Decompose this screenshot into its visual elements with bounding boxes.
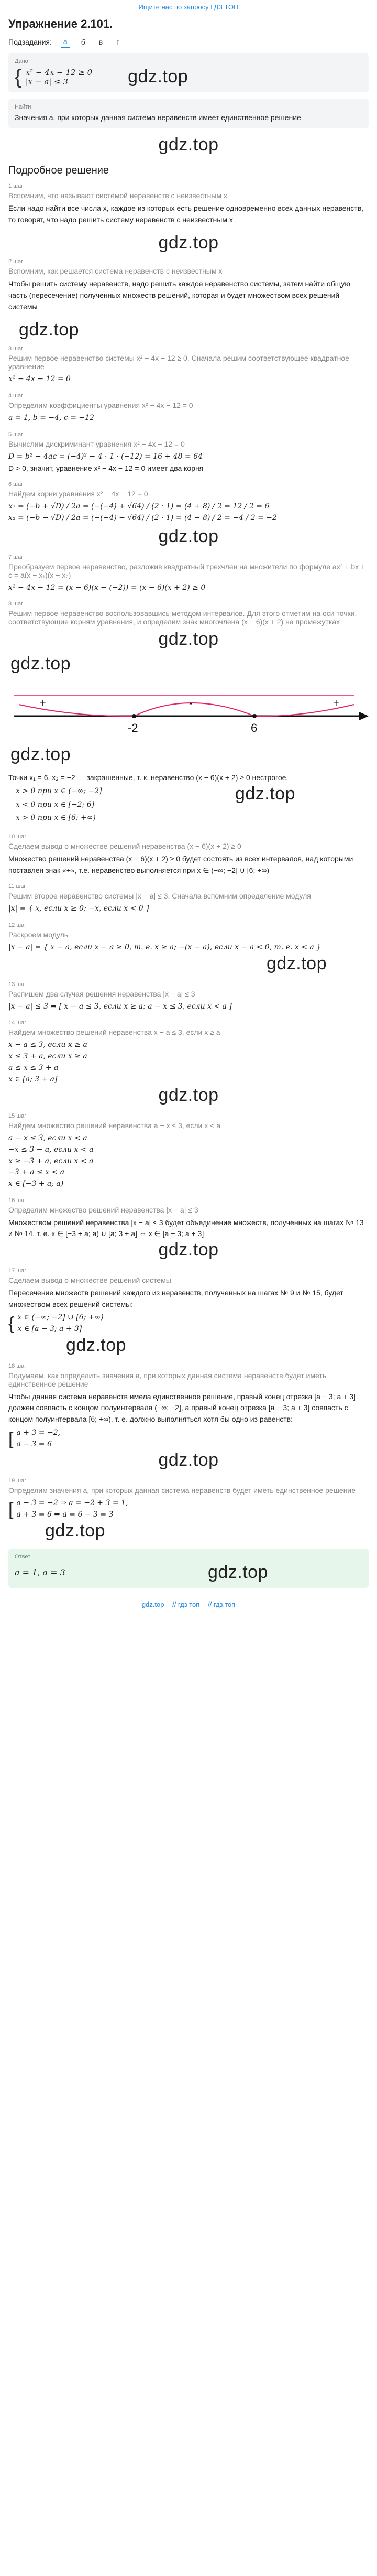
brace-icon: {	[8, 1314, 15, 1334]
step-2	[8, 258, 369, 312]
sign-arc-middle	[134, 703, 254, 716]
interval-bullet-3: x > 0 при x ∈ [6; +∞)	[16, 814, 96, 822]
exercise-title: Упражнение 2.101.	[8, 17, 113, 30]
step-4	[8, 393, 369, 424]
solution-line: x − a ≤ 3, если x ≥ a	[8, 1041, 87, 1049]
step-text: Если надо найти все числа x, каждое из которых есть решение одновременно всех данных неравенств, то говорят, что надо решить систему неравенств с неизвестным x	[8, 204, 364, 224]
solution-line: a − 3 = 6	[16, 1439, 52, 1448]
solution-line: a ≤ x ≤ 3 + a	[8, 1063, 59, 1072]
step-number: 8 шаг	[8, 601, 24, 608]
step-9	[8, 772, 369, 826]
step-hint: Найдем корни уравнения x² − 4x − 12 = 0	[8, 490, 148, 499]
watermark: gdz.top	[158, 1450, 219, 1470]
subtask-b[interactable]: б	[81, 38, 85, 46]
step-hint: Найдем множество решений неравенства x − a ≤ 3, если x ≥ a	[8, 1028, 220, 1037]
answer-tag: Ответ	[15, 1553, 31, 1560]
step-number: 7 шаг	[8, 554, 24, 560]
step-formula: x² − 4x − 12 = 0	[8, 375, 71, 384]
step-17	[8, 1268, 369, 1356]
bracket-icon: [	[8, 1499, 14, 1519]
step-formula: x² − 4x − 12 = (x − 6)(x − (−2)) = (x − 6)(x + 2) ≥ 0	[8, 583, 206, 592]
solution-line: a + 3 = −2,	[16, 1428, 61, 1437]
watermark: gdz.top	[45, 1520, 106, 1541]
watermark: gdz.top	[10, 654, 71, 674]
step-hint: Решим второе неравенство системы |x − a| ≤ 3. Сначала вспомним определение модуля	[8, 892, 311, 901]
interval-bullet-1: x > 0 при x ∈ (−∞; −2]	[16, 786, 102, 795]
step-1	[8, 183, 369, 225]
watermark: gdz.top	[128, 67, 188, 86]
step-hint: Определим множество решений неравенства |x − a| ≤ 3	[8, 1205, 198, 1214]
step-15	[8, 1113, 369, 1189]
interval-diagram	[8, 654, 369, 765]
page-content	[0, 17, 377, 1622]
step-13	[8, 981, 369, 1013]
step-formula: a = 1, b = −4, c = −12	[8, 414, 94, 423]
find-text: Значения a, при которых данная система неравенств имеет единственное решение	[15, 113, 301, 122]
step-number: 2 шаг	[8, 258, 24, 265]
step-hint: Вспомним, что называют системой неравенств с неизвестным x	[8, 191, 227, 200]
number-line-svg	[8, 674, 369, 742]
label-minus-two: -2	[128, 721, 138, 735]
step-text: Точки x₁ = 6, x₂ = −2 — закрашенные, т. к. неравенство (x − 6)(x + 2) ≥ 0 нестрогое.	[8, 773, 289, 782]
watermark: gdz.top	[158, 135, 219, 155]
step-number: 1 шаг	[8, 183, 24, 189]
watermark: gdz.top	[158, 233, 219, 253]
sign-middle: -	[189, 698, 193, 710]
given-tag: Дано	[15, 58, 28, 64]
step-16	[8, 1197, 369, 1260]
step-number: 14 шаг	[8, 1020, 27, 1026]
watermark: gdz.top	[66, 1335, 127, 1355]
watermark: gdz.top	[158, 1240, 219, 1260]
footer-link-2[interactable]: // гдз топ	[172, 1600, 200, 1608]
step-number: 11 шаг	[8, 883, 26, 890]
solution-title: Подробное решение	[8, 165, 109, 176]
step-hint: Раскроем модуль	[8, 930, 69, 939]
subtask-v[interactable]: в	[98, 38, 103, 46]
step-hint: Вычислим дискриминант уравнения x² − 4x − 12 = 0	[8, 439, 185, 448]
subtask-g[interactable]: г	[116, 38, 119, 46]
step-text: Чтобы данная система неравенств имела единственное решение, правый конец отрезка [a − 3; a + 3] должен совпасть с концом полуинтервала (−∞; −2], а правый конец отрезка [a − 3; a + 3] совпасть с концом полуинтервала [6; +∞), т. е. должно выполняться хотя бы одно из равенств:	[8, 1392, 356, 1424]
step-number: 19 шаг	[8, 1478, 27, 1485]
axis-arrow-icon	[359, 712, 369, 720]
subtask-a[interactable]: а	[61, 36, 70, 48]
step-hint: Найдем множество решений неравенства a − x ≤ 3, если x < a	[8, 1121, 220, 1130]
step-text: D > 0, значит, уравнение x² − 4x − 12 = 0 имеет два корня	[8, 463, 204, 472]
step-hint: Преобразуем первое неравенство, разложив квадратный трехчлен на множители по формуле ax² + bx + c = a(x − x₁)(x − x₂)	[8, 562, 365, 579]
step-12	[8, 922, 369, 974]
brace-icon: {	[15, 66, 21, 88]
step-11	[8, 883, 369, 915]
step-number: 6 шаг	[8, 481, 24, 488]
step-hint: Сделаем вывод о множестве решений системы	[8, 1276, 171, 1284]
step-hint: Сделаем вывод о множестве решений неравенства (x − 6)(x + 2) ≥ 0	[8, 842, 241, 850]
step-8	[8, 601, 369, 765]
modulus-expansion: |x − a| = { x − a, если x − a ≥ 0, т. е. x ≥ a; −(x − a), если x − a < 0, т. е. x < a }	[8, 943, 321, 952]
system-line-2: |x − a| ≤ 3	[25, 77, 68, 86]
answer-text: a = 1, a = 3	[15, 1567, 65, 1577]
watermark: gdz.top	[19, 320, 80, 340]
sign-left: +	[40, 698, 46, 710]
watermark: gdz.top	[158, 629, 219, 650]
step-number: 15 шаг	[8, 1113, 27, 1120]
watermark: gdz.top	[158, 1085, 219, 1106]
solution-line: x ∈ (−∞; −2] ∪ [6; +∞)	[17, 1313, 104, 1322]
step-number: 16 шаг	[8, 1197, 27, 1204]
step-18	[8, 1363, 369, 1470]
step-number: 4 шаг	[8, 393, 24, 399]
step-hint: Вспомним, как решается система неравенств с неизвестным x	[8, 267, 223, 276]
solution-line: x ≥ −3 + a, если x < a	[8, 1156, 94, 1165]
point-left	[132, 714, 136, 718]
solution-line: a + 3 = 6 ⇒ a = 6 − 3 = 3	[16, 1510, 114, 1519]
solution-line: −3 + a ≤ x < a	[8, 1168, 65, 1177]
root-x1: x₁ = (−b + √D) / 2a = (−(−4) + √64) / (2 · 1) = (4 + 8) / 2 = 12 / 2 = 6	[8, 502, 270, 511]
step-number: 13 шаг	[8, 981, 27, 988]
sign-arc-left	[19, 705, 134, 716]
solution-line: a − 3 = −2 ⇒ a = −2 + 3 = 1,	[16, 1499, 128, 1508]
footer-links	[8, 1595, 369, 1618]
watermark: gdz.top	[10, 744, 71, 765]
step-6	[8, 481, 369, 546]
bracket-icon: [	[8, 1428, 14, 1449]
step-text: Чтобы решить систему неравенств, надо решить каждое неравенство системы, затем найти общую часть (пересечение) полученных множеств решений, которая и будет множеством всех решений системы	[8, 279, 350, 311]
find-tag: Найти	[15, 104, 31, 110]
root-x2: x₂ = (−b − √D) / 2a = (−(−4) − √64) / (2 · 1) = (4 − 8) / 2 = −4 / 2 = −2	[8, 513, 277, 522]
solution-line: a − x ≤ 3, если x < a	[8, 1134, 87, 1143]
step-10	[8, 834, 369, 876]
step-number: 17 шаг	[8, 1268, 27, 1274]
footer-link-1[interactable]: gdz.top	[141, 1600, 164, 1608]
watermark: gdz.top	[158, 526, 219, 546]
step-text: Множеством решений неравенства |x − a| ≤ 3 будет объединение множеств, полученных на шагах № 13 и № 14, т. е. x ∈ [−3 + a; a) ∪ [a; 3 + a] ⇔ x ∈ [a − 3; a + 3]	[8, 1218, 364, 1238]
watermark: gdz.top	[235, 783, 295, 804]
step-hint: Подумаем, как определить значения a, при которых данная система неравенств будет иметь единственное решение	[8, 1371, 326, 1388]
top-banner-link[interactable]: Ищите нас по запросу ГДЗ ТОП	[138, 3, 239, 11]
step-text: Множество решений неравенства (x − 6)(x + 2) ≥ 0 будет состоять из всех интервалов, над которыми поставлен знак «+», т.е. неравенство выполняется при x ∈ (−∞; −2] ∪ [6; +∞)	[8, 854, 353, 874]
step-number: 5 шаг	[8, 431, 24, 438]
step-7	[8, 554, 369, 594]
given-card	[8, 53, 369, 92]
watermark: gdz.top	[207, 1562, 268, 1582]
step-number: 10 шаг	[8, 834, 27, 840]
step-3	[8, 345, 369, 385]
system-line-1: x² − 4x − 12 ≥ 0	[25, 67, 93, 77]
label-six: 6	[251, 721, 258, 735]
watermark: gdz.top	[266, 953, 327, 973]
footer-link-3[interactable]: // гдз.топ	[207, 1600, 236, 1608]
two-cases: |x − a| ≤ 3 ⇔ [ x − a ≤ 3, если x ≥ a; a − x ≤ 3, если x < a ]	[8, 1002, 232, 1011]
step-19	[8, 1478, 369, 1541]
step-formula: D = b² − 4ac = (−4)² − 4 · 1 · (−12) = 16 + 48 = 64	[8, 452, 203, 461]
step-number: 12 шаг	[8, 922, 27, 929]
step-text: Пересечение множеств решений каждого из неравенств, полученных на шагах № 9 и № 15, будет множеством всех решений системы:	[8, 1289, 343, 1308]
modulus-definition: |x| = { x, если x ≥ 0; −x, если x < 0 }	[8, 904, 151, 913]
solution-line: −x ≤ 3 − a, если x < a	[8, 1145, 94, 1154]
step-14	[8, 1020, 369, 1106]
step-hint: Решим первое неравенство воспользовавшись методом интервалов. Для этого отметим на оси точки, соответствующие корням уравнения, и определим знак многочлена (x − 6)(x + 2) на промежутках	[8, 609, 357, 626]
sign-right: +	[333, 698, 339, 710]
solution-line: x ∈ [a − 3; a + 3]	[17, 1325, 82, 1334]
solution-line: x ≤ 3 + a, если x ≥ a	[8, 1052, 87, 1061]
interval-bullet-2: x < 0 при x ∈ [−2; 6]	[16, 800, 95, 809]
step-number: 18 шаг	[8, 1362, 27, 1369]
step-hint: Распишем два случая решения неравенства |x − a| ≤ 3	[8, 989, 195, 998]
point-right	[252, 714, 257, 718]
step-hint: Определим коэффициенты уравнения x² − 4x − 12 = 0	[8, 401, 193, 410]
subtasks-label: Подзадания:	[8, 38, 52, 46]
step-hint: Решим первое неравенство системы x² − 4x − 12 ≥ 0. Сначала решим соответствующее квадратное уравнение	[8, 354, 349, 371]
step-5	[8, 431, 369, 474]
answer-card	[8, 1549, 369, 1588]
find-card	[8, 99, 369, 128]
step-number: 3 шаг	[8, 345, 24, 352]
solution-line: x ∈ [a; 3 + a]	[8, 1075, 58, 1084]
subtasks-bar	[8, 36, 369, 48]
solution-line: x ∈ [−3 + a; a)	[8, 1179, 64, 1188]
step-hint: Определим значения a, при которых данная система неравенств будет иметь единственное решение	[8, 1486, 356, 1495]
